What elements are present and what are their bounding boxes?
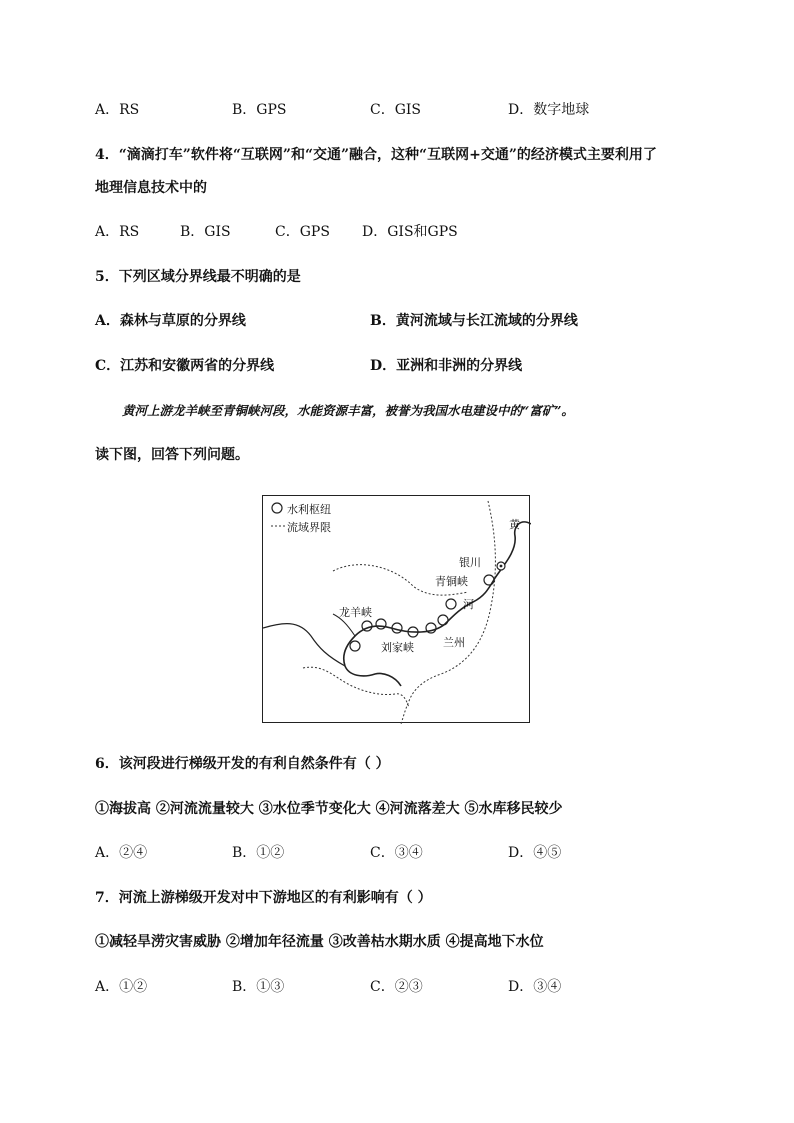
place-huang: 黄 bbox=[509, 518, 520, 531]
dam-marker-liujiaxia bbox=[350, 641, 360, 651]
q7-option-b: B．①③ bbox=[232, 979, 285, 995]
q4-option-b: B．GIS bbox=[180, 224, 231, 240]
q6-option-a: A．②④ bbox=[95, 845, 148, 861]
yellow-river-map bbox=[262, 495, 530, 723]
q4-stem-line1: 4．“滴滴打车”软件将“互联网”和“交通”融合，这种“互联网+交通”的经济模式主要利用了 bbox=[95, 147, 657, 163]
place-longyangxia: 龙羊峡 bbox=[339, 606, 372, 619]
q6-option-c: C．③④ bbox=[370, 845, 423, 861]
q5-option-c: C．江苏和安徽两省的分界线 bbox=[95, 358, 275, 374]
dam-marker-legend bbox=[272, 503, 282, 513]
instruction: 读下图，回答下列问题。 bbox=[95, 447, 249, 463]
q7-option-a: A．①② bbox=[95, 979, 148, 995]
dam-marker-longyangxia bbox=[362, 621, 372, 631]
q7-stem: 7．河流上游梯级开发对中下游地区的有利影响有（ ） bbox=[95, 890, 432, 906]
dam-marker-lanzhou-2 bbox=[426, 623, 436, 633]
q5-stem: 5．下列区域分界线最不明确的是 bbox=[95, 269, 301, 285]
q6-option-b: B．①② bbox=[232, 845, 285, 861]
tributary-line bbox=[263, 624, 345, 666]
q5-option-d: D．亚洲和非洲的分界线 bbox=[370, 358, 523, 374]
place-liujiaxia: 刘家峡 bbox=[381, 641, 414, 654]
dam-marker-chain-3 bbox=[376, 619, 386, 629]
place-he: 河 bbox=[463, 598, 474, 611]
q4-option-a: A．RS bbox=[95, 224, 140, 240]
legend-boundary-label: 流域界限 bbox=[287, 521, 331, 534]
dam-marker-he bbox=[446, 599, 456, 609]
q6-option-d: D．④⑤ bbox=[508, 845, 562, 861]
dam-marker-lanzhou-1 bbox=[438, 615, 448, 625]
q3-option-d: D．数字地球 bbox=[508, 102, 590, 118]
q3-option-a: A．RS bbox=[95, 102, 140, 118]
place-lanzhou: 兰州 bbox=[443, 636, 465, 649]
q5-option-b: B．黄河流域与长江流域的分界线 bbox=[370, 313, 578, 329]
q4-stem-line2: 地理信息技术中的 bbox=[95, 180, 207, 196]
yinchuan-city-dot bbox=[500, 565, 503, 568]
basin-boundary-east bbox=[401, 501, 495, 724]
dam-marker-qingtongxia bbox=[484, 575, 494, 585]
q6-stem: 6．该河段进行梯级开发的有利自然条件有（ ） bbox=[95, 756, 390, 772]
place-qingtongxia: 青铜峡 bbox=[435, 575, 468, 588]
place-yinchuan: 银川 bbox=[459, 556, 481, 569]
q3-option-c: C．GIS bbox=[370, 102, 422, 118]
q7-option-c: C．②③ bbox=[370, 979, 423, 995]
q6-conditions: ①海拔高 ②河流流量较大 ③水位季节变化大 ④河流落差大 ⑤水库移民较少 bbox=[95, 801, 563, 817]
q7-effects: ①减轻旱涝灾害威胁 ②增加年径流量 ③改善枯水期水质 ④提高地下水位 bbox=[95, 934, 544, 950]
q7-option-d: D．③④ bbox=[508, 979, 562, 995]
legend-dam-label: 水利枢纽 bbox=[287, 503, 331, 516]
q3-option-b: B．GPS bbox=[232, 102, 287, 118]
q5-option-a: A．森林与草原的分界线 bbox=[95, 313, 246, 329]
q4-option-c: C．GPS bbox=[275, 224, 330, 240]
passage-text: 黄河上游龙羊峡至青铜峡河段，水能资源丰富，被誉为我国水电建设中的“富矿”。 bbox=[122, 403, 574, 418]
basin-boundary-south bbox=[303, 667, 409, 708]
q4-option-d: D．GIS和GPS bbox=[362, 224, 458, 240]
